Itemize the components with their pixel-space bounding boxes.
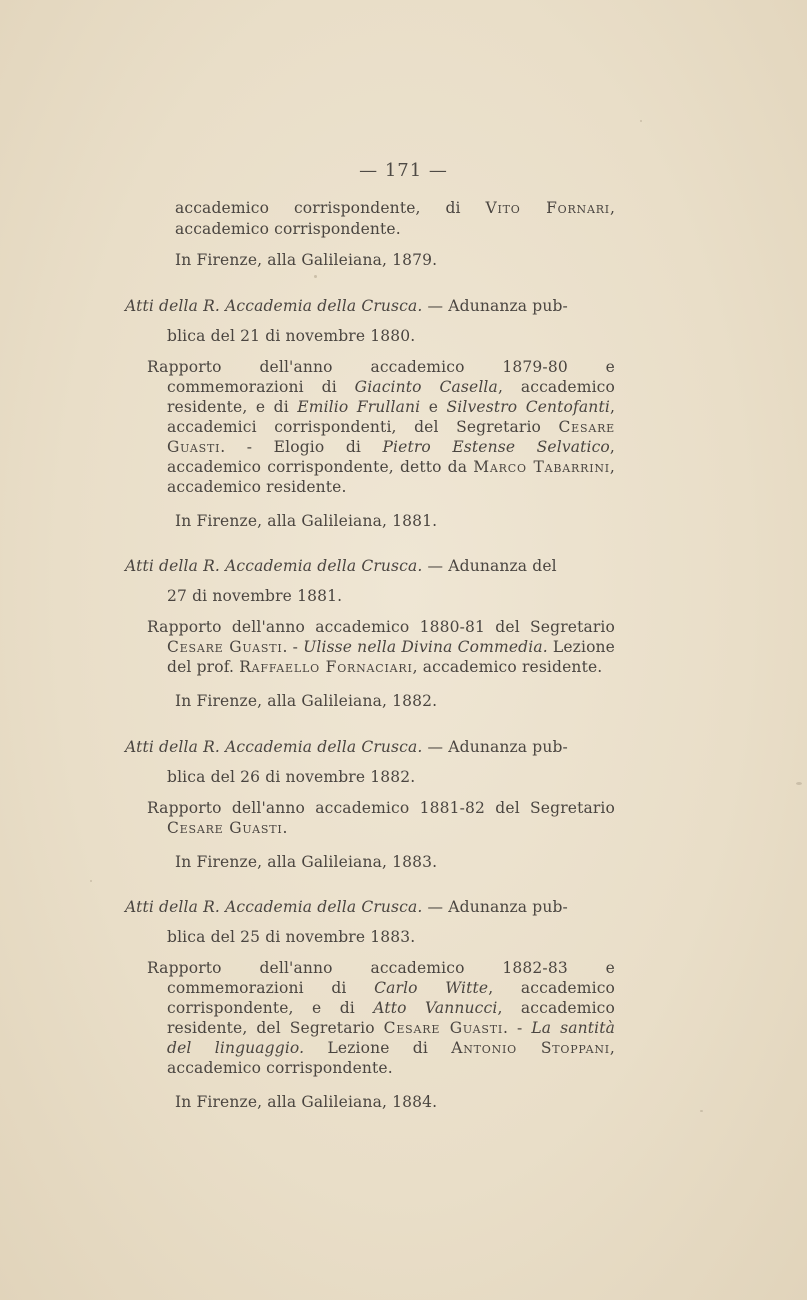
- description-text: , accademico residente.: [412, 658, 603, 676]
- description-text: . - Elogio di: [220, 437, 383, 456]
- entry-title-rest: — Adunanza del: [422, 557, 557, 575]
- paper-speck: [314, 275, 317, 278]
- bibliography-list: [125, 198, 615, 1113]
- description-text: . -: [282, 638, 304, 656]
- bibliography-entry: [125, 892, 615, 1113]
- paper-speck: [796, 782, 802, 785]
- entry-description: [125, 357, 615, 497]
- entry-description: [125, 958, 615, 1078]
- description-text: Rapporto dell'anno accademico 1879-80 e commemorazioni di: [147, 357, 615, 396]
- entry-description-text: [147, 958, 615, 1078]
- description-text: Lezione di: [304, 1039, 452, 1057]
- publication-place: In Firenze, alla Galileiana, 1879.: [175, 251, 438, 269]
- description-text: , accademico corrispondente, detto da: [167, 437, 615, 476]
- description-text: , accademico corrispondente.: [167, 1039, 615, 1077]
- author-name: Marco Tabarrini: [473, 457, 610, 476]
- entry-title-italic: Atti della R. Accademia della Crusca.: [125, 296, 423, 315]
- publication-place: In Firenze, alla Galileiana, 1882.: [175, 692, 438, 710]
- description-text: , accademico residente, e di: [167, 377, 615, 416]
- description-text: , accademico residente.: [167, 457, 615, 496]
- description-text: . -: [503, 1019, 532, 1037]
- italic-work-or-person: Emilio Frullani: [297, 397, 421, 416]
- description-text: Lezione del prof.: [167, 638, 616, 676]
- bibliography-entry: [125, 732, 615, 873]
- description-text: .: [282, 818, 288, 837]
- description-text: Rapporto dell'anno accademico 1882-83 e commemorazioni di: [147, 959, 615, 997]
- bibliography-entry: [125, 551, 615, 712]
- paper-speck: [700, 1110, 703, 1112]
- entry-title: [125, 291, 615, 351]
- description-text: Rapporto dell'anno accademico 1881-82 del Segretario: [147, 798, 615, 817]
- author-name: Cesare Guasti: [167, 638, 283, 656]
- continued-text-start: accademico corrispondente, di: [175, 199, 486, 217]
- entry-title-date: blica del 25 di novembre 1883.: [167, 928, 416, 946]
- entry-title: [125, 551, 615, 611]
- entry-title-italic: Atti della R. Accademia della Crusca.: [125, 557, 423, 575]
- entry-description: [125, 617, 615, 677]
- description-text: e: [420, 397, 447, 416]
- continued-text-end: , accademico corrispondente.: [175, 199, 616, 238]
- description-text: , accademici corrispondenti, del Segretario: [167, 397, 616, 436]
- entry-title-italic: Atti della R. Accademia della Crusca.: [125, 737, 423, 756]
- italic-work-or-person: La santità del linguaggio.: [167, 1019, 615, 1057]
- bibliography-entry: [125, 291, 615, 532]
- entry-description-text: [147, 798, 615, 838]
- entry-title-date: blica del 26 di novembre 1882.: [167, 767, 416, 786]
- entry-title-rest: — Adunanza pub-: [422, 737, 568, 756]
- entry-title: [125, 732, 615, 792]
- italic-work-or-person: Silvestro Centofanti: [446, 397, 610, 416]
- italic-work-or-person: Carlo Witte: [374, 979, 489, 997]
- author-name: Cesare Guasti: [167, 417, 615, 456]
- entry-title-rest: — Adunanza pub-: [422, 296, 568, 315]
- paper-speck: [90, 880, 92, 882]
- entry-title: [125, 892, 615, 952]
- author-name: Cesare Guasti: [167, 818, 283, 837]
- entry-title-date: 27 di novembre 1881.: [167, 587, 343, 605]
- author-name: Cesare Guasti: [383, 1019, 504, 1037]
- italic-work-or-person: Giacinto Casella: [354, 377, 498, 396]
- continued-entry-text: [125, 198, 615, 239]
- entry-description: [125, 798, 615, 838]
- description-text: , accademico residente, del Segretario: [167, 999, 615, 1037]
- publication-place: In Firenze, alla Galileiana, 1883.: [175, 852, 438, 871]
- italic-work-or-person: Ulisse nella Divina Commedia.: [303, 638, 548, 656]
- italic-work-or-person: Pietro Estense Selvatico: [382, 437, 610, 456]
- description-text: , accademico corrispondente, e di: [167, 979, 616, 1017]
- entry-description-text: [147, 357, 615, 497]
- entry-title-date: blica del 21 di novembre 1880.: [167, 326, 416, 345]
- author-name: Antonio Stoppani: [451, 1039, 610, 1057]
- italic-work-or-person: Atto Vannucci: [373, 999, 498, 1017]
- entry-title-italic: Atti della R. Accademia della Crusca.: [125, 898, 423, 916]
- entry-description-text: [147, 617, 615, 677]
- paper-speck: [640, 120, 642, 122]
- author-name: Vito Fornari: [485, 199, 610, 217]
- author-name: Raffaello Fornaciari: [239, 658, 413, 676]
- description-text: Rapporto dell'anno accademico 1880-81 del Segretario: [147, 618, 615, 636]
- publication-place: In Firenze, alla Galileiana, 1884.: [175, 1093, 438, 1111]
- publication-place: In Firenze, alla Galileiana, 1881.: [175, 511, 438, 530]
- entry-title-rest: — Adunanza pub-: [422, 898, 568, 916]
- page-number: — 171 —: [359, 160, 448, 181]
